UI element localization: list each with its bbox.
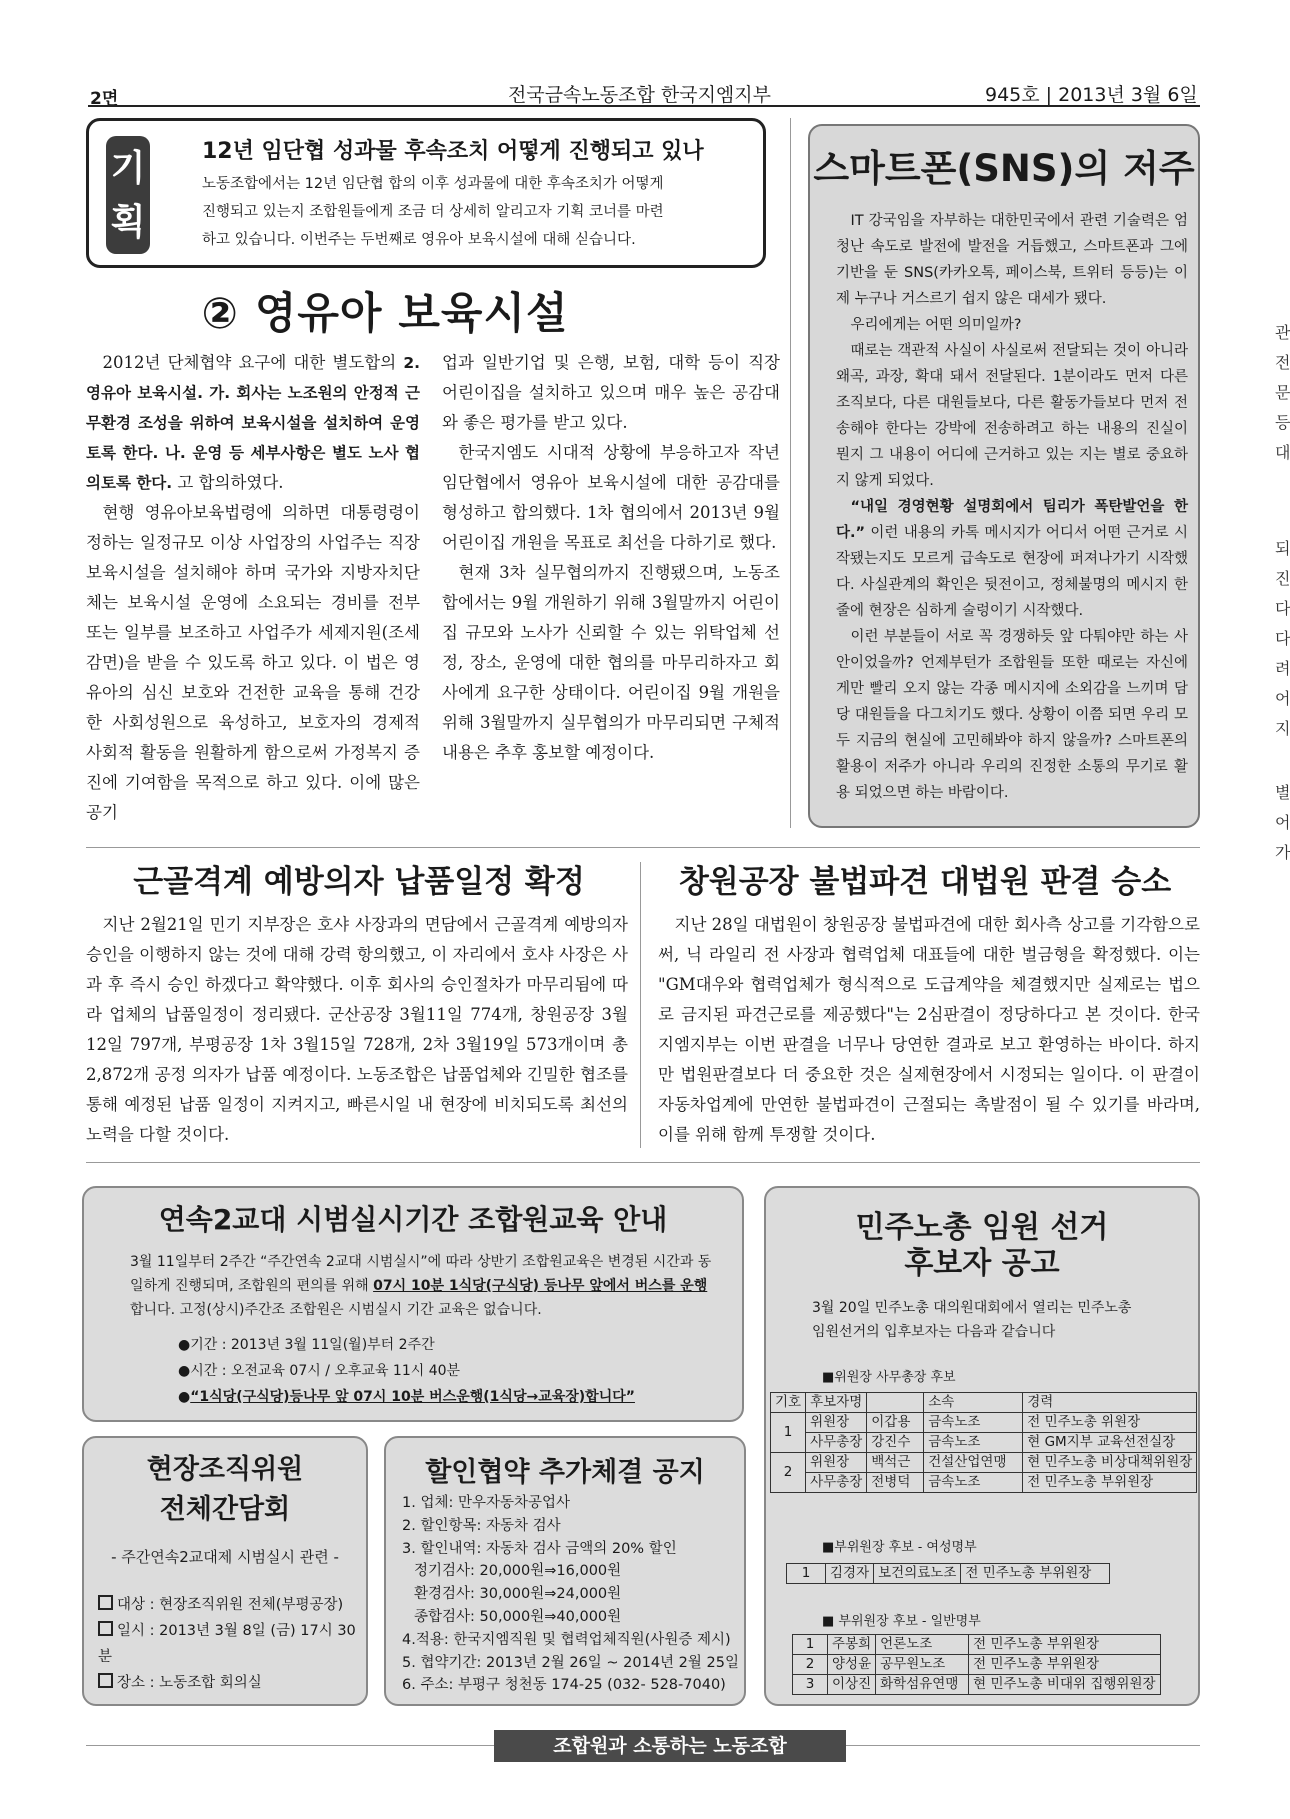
text: 고 합의하였다. [172,473,284,492]
margin-fragment: 진 [1275,569,1290,588]
cell: 김경자 [826,1564,874,1584]
intro-line: 노동조합에서는 12년 임단협 합의 이후 성과물에 대한 후속조치가 어떻게 [202,176,664,192]
list-item: ● 시간 : 오전교육 07시 / 오후교육 11시 40분 [178,1358,698,1384]
table-row [771,1433,1197,1453]
notice-subtitle: - 주간연속2교대제 시범실시 관련 - [111,1548,339,1566]
cell: 위원장 [806,1413,867,1433]
cell: 1 [793,1635,828,1655]
cell: 사무총장 [806,1433,867,1453]
issue-date: 945호 | 2013년 3월 6일 [985,84,1198,106]
cell: 현 GM지부 교육선전실장 [1023,1433,1197,1453]
list-item: 2. 할인항목: 자동차 검사 [402,1517,561,1534]
list-item: 3. 할인내역: 자동차 검사 금액의 20% 할인 [402,1540,677,1557]
margin-fragment: 려 [1275,659,1290,678]
list-item [98,1670,360,1696]
cell: 전 민주노총 위원장 [1023,1413,1197,1433]
margin-fragment: 지 [1275,719,1290,738]
header-cell [867,1393,924,1413]
cell: 사무총장 [806,1473,867,1493]
section-rule [86,847,1200,848]
quote: “내일 경영현황 설명회에서 팀리가 폭탄발언을 한다.” [836,499,1188,541]
cell: 위원장 [806,1453,867,1473]
cell: 현 민주노총 비대위 집행위원장 [969,1675,1160,1695]
title-line: 현장조직위원 [146,1454,304,1485]
notice-title [764,1210,1200,1282]
cell: 현 민주노총 비상대책위원장 [1023,1453,1197,1473]
footer-banner: 조합원과 소통하는 노동조합 [494,1730,846,1762]
table-row [793,1635,1161,1655]
paragraph: IT 강국임을 자부하는 대한민국에서 관련 기술력은 엄청난 속도로 발전에 발전을 거듭했고, 스마트폰과 그에 기반을 둔 SNS(카카오톡, 페이스북, 트위터 등등)는 이제 누구나 거스르기 쉽지 않은 대세가 됐다. [836,213,1188,307]
feature-column-2 [442,348,780,768]
cell: 화학섬유연맹 [876,1675,969,1695]
text: 대상 : 현장조직위원 전체(부평공장) [117,1597,344,1613]
cell: 전 민주노총 부위원장 [1023,1473,1197,1493]
list-item [178,1384,698,1410]
paragraph: 우리에게는 어떤 의미일까? [850,317,1022,333]
text: 2012년 단체협약 요구에 대한 별도합의 [102,353,404,372]
cell: 보건의료노조 [874,1564,961,1584]
list-item: 6. 주소: 부평구 청천동 174-25 (032- 528-7040) [402,1677,726,1694]
list-item [98,1592,360,1618]
section-rule [86,1162,1200,1163]
list-item: 1. 업체: 만우자동차공업사 [402,1495,571,1511]
margin-fragment: 어 [1275,813,1290,832]
header-cell: 소속 [924,1393,1023,1413]
intro-line: 하고 있습니다. 이번주는 두번째로 영유아 보육시설에 대해 싣습니다. [202,232,636,248]
feature-intro [202,170,742,254]
text: 합니다. 고정(상시)주간조 조합원은 시범실시 기간 교육은 없습니다. [130,1302,542,1318]
cell: 이상진 [828,1675,876,1695]
cell: 금속노조 [924,1433,1023,1453]
checkbox-square-icon [98,1595,113,1610]
section-label: ■ 위원장 사무총장 후보 [822,1366,956,1385]
cell: 강진수 [867,1433,924,1453]
cell: 전 민주노총 부위원장 [969,1635,1160,1655]
text: 3월 11일부터 2주간 “주간연속 2교대 시범실시”에 따라 상반기 조합원교육은 변경된 시간과 동일하게 진행되며, 조합원의 편의를 위해 [130,1254,712,1294]
publisher-name: 전국금속노동조합 한국지엠지부 [508,84,771,106]
text-line: 임원선거의 입후보자는 다음과 같습니다 [812,1324,1056,1340]
column-divider [640,862,641,1148]
price-item: 종합검사: 50,000원⇒40,000원 [414,1608,622,1625]
candidate-table [786,1563,1110,1584]
feature-column-1 [86,348,420,828]
cell: 공무원노조 [876,1655,969,1675]
table-row [771,1453,1197,1473]
cell: 금속노조 [924,1473,1023,1493]
table-row [771,1473,1197,1493]
list-item [98,1618,360,1670]
table-row [793,1655,1161,1675]
paragraph: 때로는 객관적 사실이 사실로써 전달되는 것이 아니라 왜곡, 과장, 확대 돼서 전달된다. 1분이라도 먼저 다른 조직보다, 다른 대원들보다, 다른 활동가들보다 먼저 전송해야 한다는 강박에 전송하려고 하는 내용의 진실이 뭔지 그 내용이 어디에 근거하고 있는 지는 별로 중요하지 않게 되었다. [836,343,1188,489]
paragraph: 한국지엠도 시대적 상황에 부응하고자 작년 임단협에서 영유아 보육시설에 대한 공감대를 형성하고 합의했다. 1차 협의에서 2013년 9월 어린이집 개원을 목표로 최선을 다하기로 했다. [442,443,780,552]
section-label: ■ 부위원장 후보 - 일반명부 [822,1610,981,1629]
paragraph: 업과 일반기업 및 은행, 보험, 대학 등이 직장 어린이집을 설치하고 있으며 매우 높은 공감대와 좋은 평가를 받고 있다. [442,353,780,432]
title-line: 후보자 공고 [904,1246,1060,1281]
table-row [787,1564,1110,1584]
margin-fragment: 문 [1275,383,1290,402]
cell: 전 민주노총 부위원장 [961,1564,1110,1584]
agreement-text: 2. 영유아 보육시설. 가. 회사는 노조원의 안정적 근무환경 조성을 위하여 보육시설을 설치하여 운영토록 한다. 나. 운영 등 세부사항은 별도 노사 협의토록 한다. [86,354,420,492]
badge-char-1: 기 [110,148,146,189]
cell: 주봉희 [828,1635,876,1655]
list-item: ● 기간 : 2013년 3월 11일(월)부터 2주간 [178,1332,698,1358]
cell: 2 [771,1453,806,1493]
feature-headline: ② 영유아 보육시설 [201,289,569,339]
text: 이런 내용의 카톡 메시지가 어디서 어떤 근거로 시작됐는지도 모르게 급속도로 현장에 퍼져나가기 시작했다. 사실관계의 확인은 뒷전이고, 정체불명의 메시지 한 줄에 현장은 심하게 술렁이기 시작했다. [836,525,1188,619]
cell: 1 [787,1564,826,1584]
notice-text [812,1296,1192,1344]
text: 일시 : 2013년 3월 8일 (금) 17시 30분 [98,1623,356,1665]
cell: 건설산업연맹 [924,1453,1023,1473]
table-row [771,1413,1197,1433]
margin-fragment: 등 [1275,413,1290,432]
page-number: 2면 [90,89,119,109]
margin-fragment: 어 [1275,689,1290,708]
list-item: 4.적용: 한국지엠직원 및 협력업체직원(사원증 제시) [402,1631,731,1648]
notice-title: 연속2교대 시범실시기간 조합원교육 안내 [158,1203,668,1236]
notice-list [98,1592,360,1696]
table-row [793,1675,1161,1695]
cell: 언론노조 [876,1635,969,1655]
column-divider [790,118,791,828]
checkbox-square-icon [98,1621,113,1636]
column-title: 스마트폰(SNS)의 저주 [813,147,1195,190]
cell: 전 민주노총 부위원장 [969,1655,1160,1675]
paragraph [836,494,1188,624]
article-body: 지난 2월21일 민기 지부장은 호샤 사장과의 면담에서 근골격계 예방의자 승인을 이행하지 않는 것에 대해 강력 항의했고, 이 자리에서 호샤 사장은 사과 후 즉시 승인 하겠다고 확약했다. 이후 회사의 승인절차가 마무리됨에 따라 업체의 납품일정이 정리됐다. 군산공장 3월11일 774개, 창원공장 3월12일 797개, 부평공장 1차 3월15일 728개, 2차 3월19일 573개이며 총 2,872개 공정 의자가 납품 예정이다. 노동조합은 납품업체와 긴밀한 협조를 통해 예정된 납품 일정이 지켜지고, 빠른시일 내 현장에 비치되도록 최선의 노력을 다할 것이다. [86,915,628,1144]
list-item: 5. 협약기간: 2013년 2월 26일 ~ 2014년 2월 25일 [402,1654,739,1671]
badge-char-2: 획 [110,202,146,243]
margin-fragment: 관 [1275,323,1290,342]
text-line: 3월 20일 민주노총 대의원대회에서 열리는 민주노총 [812,1300,1132,1316]
column-body [836,208,1188,806]
cell: 양성윤 [828,1655,876,1675]
margin-fragment: 다 [1275,629,1290,648]
feature-title: 12년 임단협 성과물 후속조치 어떻게 진행되고 있나 [202,139,704,164]
candidate-table [770,1392,1197,1493]
price-item: 정기검사: 20,000원⇒16,000원 [414,1563,622,1580]
intro-line: 진행되고 있는지 조합원들에게 조금 더 상세히 알리고자 기획 코너를 마련 [202,204,664,220]
margin-fragment: 가 [1275,843,1290,862]
margin-fragment: 전 [1275,353,1290,372]
paragraph: 이런 부분들이 서로 꼭 경쟁하듯 앞 다퉈야만 하는 사안이었을까? 언제부턴가 조합원들 또한 때로는 자신에게만 빨리 오지 않는 각종 메시지에 소외감을 느끼며 담당 대원들을 다그치기도 했다. 상황이 이쯤 되면 우리 모두 지금의 현실에 고민해봐야 하지 않을까? 스마트폰의 활용이 저주가 아니라 우리의 진정한 소통의 무기로 활용 되었으면 하는 바람이다. [836,629,1188,801]
section-label: ■ 부위원장 후보 - 여성명부 [822,1536,977,1555]
table-header [771,1393,1197,1413]
margin-fragment: 다 [1275,599,1290,618]
paragraph: 현행 영유아보육법령에 의하면 대통령령이 정하는 일정규모 이상 사업장의 사업주는 직장보육시설을 설치해야 하며 국가와 지방자치단체는 보육시설 운영에 소요되는 경비를 전부 또는 일부를 보조하고 사업주가 세제지원(조세감면)을 받을 수 있도록 하고 있다. 이 법은 영유아의 심신 보호와 건전한 교육을 통해 건강한 사회성원으로 육성하고, 보호자의 경제적 사회적 활동을 원활하게 함으로써 가정복지 증진에 기여함을 목적으로 하고 있다. 이에 많은 공기 [86,503,420,822]
bus-notice: “1식당(구식당)등나무 앞 07시 10분 버스운행(1식당→교육장)합니다” [190,1389,635,1405]
notice-text [130,1250,720,1322]
bus-info: 07시 10분 1식당(구식당) 등나무 앞에서 버스를 운행 [373,1278,708,1294]
notice-list [178,1332,698,1410]
price-item: 환경검사: 30,000원⇒24,000원 [414,1586,622,1603]
cell: 백석근 [867,1453,924,1473]
article-title: 창원공장 불법파견 대법원 판결 승소 [678,864,1172,900]
article-title: 근골격계 예방의자 납품일정 확정 [133,864,585,900]
title-line: 민주노총 임원 선거 [855,1210,1109,1245]
header-cell: 기호 [771,1393,806,1413]
margin-fragment: 대 [1275,443,1290,462]
margin-fragment: 되 [1275,539,1290,558]
notice-title: 할인협약 추가체결 공지 [425,1457,705,1488]
cell: 1 [771,1413,806,1453]
cell: 3 [793,1675,828,1695]
notice-title [82,1450,368,1530]
cell: 이갑용 [867,1413,924,1433]
margin-fragment: 별 [1275,783,1290,802]
candidate-table [792,1634,1161,1695]
cell: 전병덕 [867,1473,924,1493]
article-body: 지난 28일 대법원이 창원공장 불법파견에 대한 회사측 상고를 기각함으로써, 닉 라일리 전 사장과 협력업체 대표들에 대한 벌금형을 확정했다. 이는 "GM대우와 협력업체가 형식적으로 도급계약을 체결했지만 실제로는 법으로 금지된 파견근로를 제공했다"는 2심판결이 정당하다고 본 것이다. 한국지엠지부는 이번 판결을 너무나 당연한 결과로 보고 환영하는 바이다. 하지만 법원판결보다 더 중요한 것은 실제현장에서 시정되는 일이다. 이 판결이 자동차업계에 만연한 불법파견이 근절되는 촉발점이 될 수 있기를 바라며, 이를 위해 함께 투쟁할 것이다. [658,915,1200,1144]
paragraph [86,348,420,498]
notice-list [402,1492,744,1697]
paragraph: 현재 3차 실무협의까지 진행됐으며, 노동조합에서는 9월 개원하기 위해 3월말까지 어린이집 규모와 노사가 신뢰할 수 있는 위탁업체 선정, 장소, 운영에 대한 협의를 마무리하자고 회사에게 요구한 상태이다. 어린이집 9월 개원을 위해 3월말까지 실무협의가 마무리되면 구체적 내용은 추후 홍보할 예정이다. [442,563,780,762]
header-cell: 후보자명 [806,1393,867,1413]
cell: 금속노조 [924,1413,1023,1433]
feature-badge [106,136,150,254]
header-cell: 경력 [1023,1393,1197,1413]
text: 장소 : 노동조합 회의실 [117,1675,262,1691]
checkbox-square-icon [98,1673,113,1688]
header-rule [88,105,1200,107]
cell: 2 [793,1655,828,1675]
title-line: 전체간담회 [159,1494,291,1525]
